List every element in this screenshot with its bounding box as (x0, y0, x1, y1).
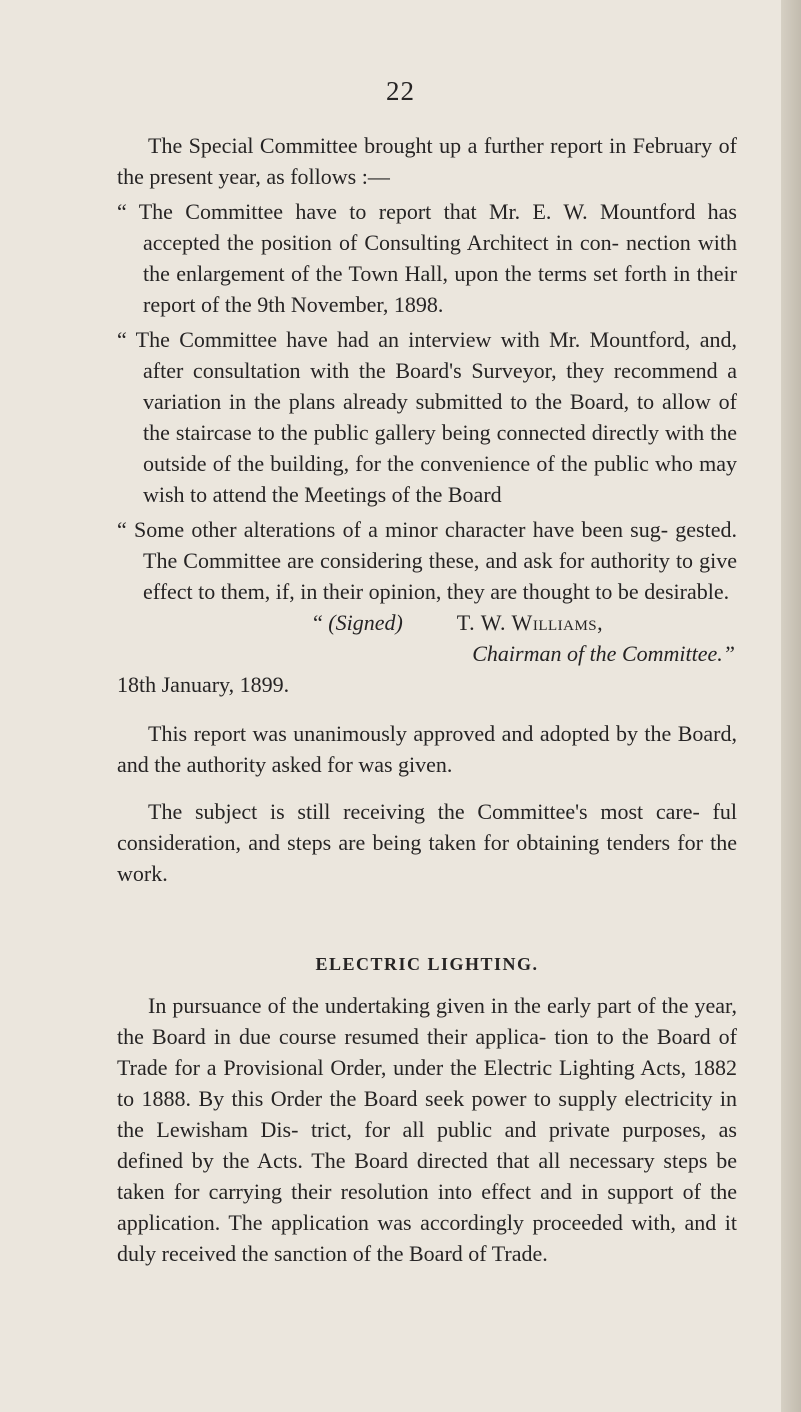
approval-paragraph: This report was unanimously approved and adopted by the Board, and the authority asked for was given. (117, 721, 737, 777)
signatory-name: T. W. Williams, (456, 610, 604, 635)
signed-prefix: “ (313, 610, 329, 635)
quote-paragraph-2: “ The Committee have had an interview with Mr. Mountford, and, after consultation with the Board's Surveyor, they recommend a variation in the plans already submitted to the Board, to allow of the staircase to the public gallery being connected directly with the outside of the building, for the convenience of the public who may wish to attend the Meetings of the Board (117, 327, 737, 507)
report-date: 18th January, 1899. (117, 672, 290, 697)
signature-line (117, 607, 737, 638)
quote-paragraph-1: “ The Committee have to report that Mr. E. W. Mountford has accepted the position of Consulting Architect in con- nection with the enlargement of the Town Hall, upon the terms set forth in their report of the 9th November, 1898. (117, 199, 737, 317)
page-edge (781, 0, 801, 1412)
quote-paragraph-3: “ Some other alterations of a minor character have been sug- gested. The Committee are considering these, and ask for authority to give effect to them, if, in their opinion, they are thought to be desirable. (117, 517, 737, 604)
tenders-paragraph: The subject is still receiving the Committee's most care- ful consideration, and steps are being taken for obtaining tenders for the work. (117, 799, 737, 886)
body-text (117, 130, 737, 1285)
page-number: 22 (386, 76, 415, 106)
electric-lighting-paragraph: In pursuance of the undertaking given in the early part of the year, the Board in due course resumed their applica- tion to the Board of Trade for a Provisional Order, under the Electric Lighting Acts, 1882 to 1888. By this Order the Board seek power to supply electricity in the Lewisham Dis- trict, for all public and private purposes, as defined by the Acts. The Board directed that all necessary steps be taken for carrying their resolution into effect and in support of the application. The application was accordingly proceeded with, and it duly received the sanction of the Board of Trade. (117, 993, 737, 1266)
intro-paragraph: The Special Committee brought up a further report in February of the present year, as follows :— (117, 133, 737, 189)
signed-label: (Signed) (328, 610, 403, 635)
section-heading: ELECTRIC LIGHTING. (315, 954, 539, 974)
signatory-title: Chairman of the Committee.” (472, 641, 735, 666)
